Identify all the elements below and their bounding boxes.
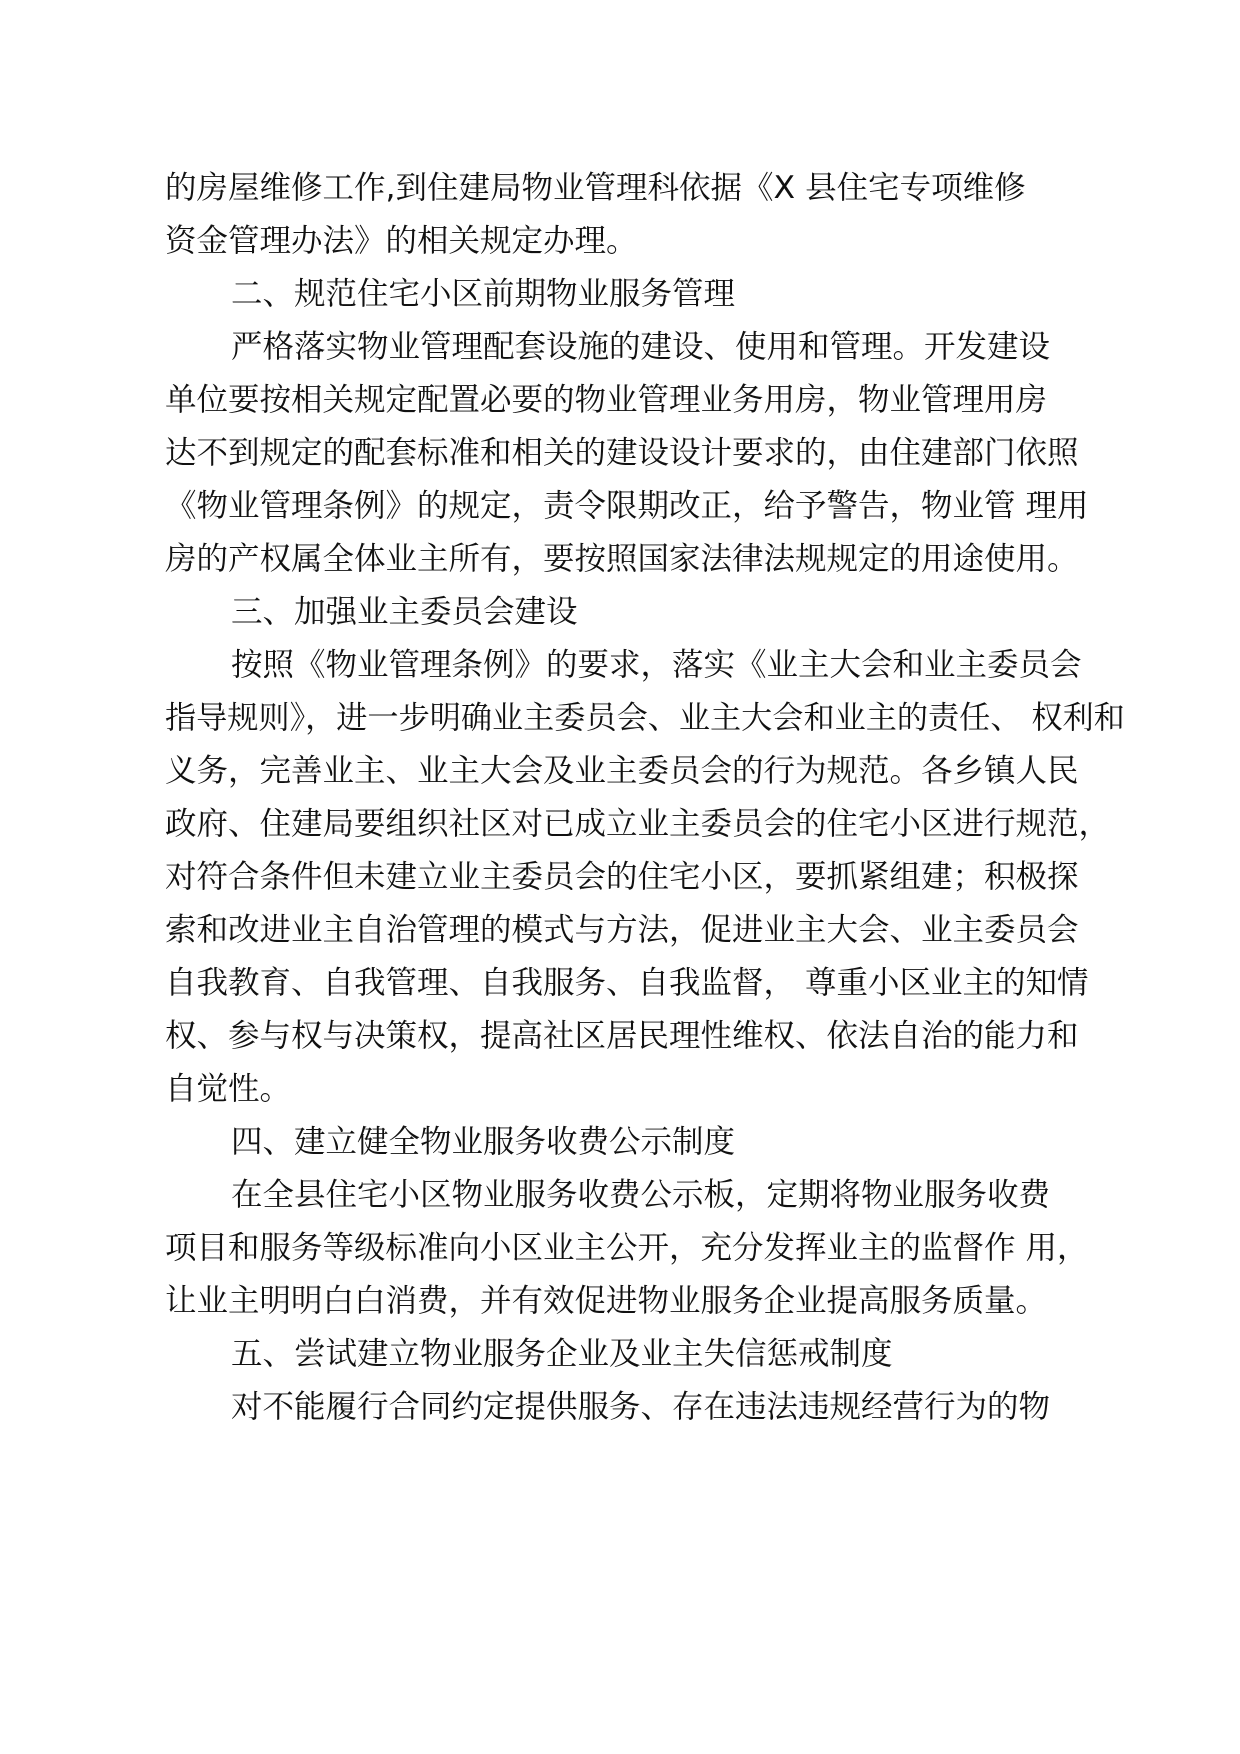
text-line: 项目和服务等级标准向小区业主公开，充分发挥业主的监督作 用， (165, 1230, 1089, 1266)
section-heading: 二、规范住宅小区前期物业服务管理 (231, 276, 736, 312)
text-line: 指导规则》，进一步明确业主委员会、业主大会和业主的责任、 权利和 (165, 700, 1125, 736)
text-line: 达不到规定的配套标准和相关的建设设计要求的，由住建部门依照 (165, 435, 1079, 471)
text-line: 义务，完善业主、业主大会及业主委员会的行为规范。各乡镇人民 (165, 753, 1079, 789)
text-line: 让业主明明白白消费，并有效促进物业服务企业提高服务质量。 (165, 1283, 1048, 1319)
text-line: 在全县住宅小区物业服务收费公示板，定期将物业服务收费 (231, 1177, 1051, 1213)
section-heading: 三、加强业主委员会建设 (231, 594, 578, 630)
text-line: 《物业管理条例》的规定，责令限期改正，给予警告，物业管 理用 (165, 488, 1089, 524)
section-heading: 五、尝试建立物业服务企业及业主失信惩戒制度 (231, 1336, 893, 1372)
text-line: 资金管理办法》的相关规定办理。 (165, 223, 638, 259)
text-line: 按照《物业管理条例》的要求，落实《业主大会和业主委员会 (231, 647, 1082, 683)
text-line: 自觉性。 (165, 1071, 292, 1107)
text-line: 单位要按相关规定配置必要的物业管理业务用房，物业管理用房 (165, 382, 1048, 418)
text-line: 对符合条件但未建立业主委员会的住宅小区，要抓紧组建；积极探 (165, 859, 1079, 895)
text-line: 自我教育、自我管理、自我服务、自我监督， 尊重小区业主的知情 (165, 965, 1089, 1001)
text-line: 的房屋维修工作,到住建局物业管理科依据《X 县住宅专项维修 (165, 170, 1026, 206)
text-line: 索和改进业主自治管理的模式与方法，促进业主大会、业主委员会 (165, 912, 1079, 948)
section-heading: 四、建立健全物业服务收费公示制度 (231, 1124, 736, 1160)
text-line: 对不能履行合同约定提供服务、存在违法违规经营行为的物 (231, 1389, 1051, 1425)
text-line: 严格落实物业管理配套设施的建设、使用和管理。开发建设 (231, 329, 1051, 365)
text-line: 权、参与权与决策权，提高社区居民理性维权、依法自治的能力和 (165, 1018, 1079, 1054)
text-line: 政府、住建局要组织社区对已成立业主委员会的住宅小区进行规范， (165, 806, 1111, 842)
text-line: 房的产权属全体业主所有，要按照国家法律法规规定的用途使用。 (165, 541, 1079, 577)
